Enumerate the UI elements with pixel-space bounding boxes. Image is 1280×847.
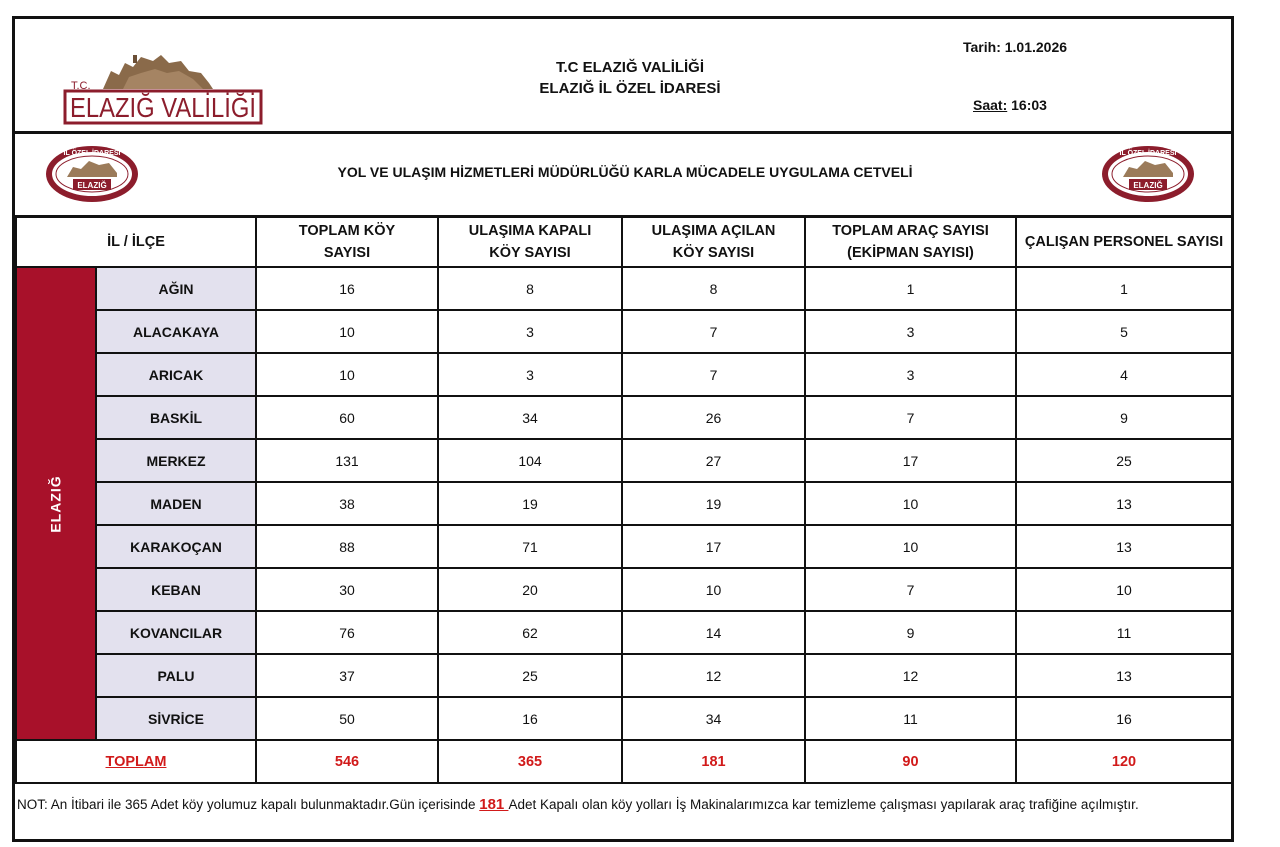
table-row (16, 654, 1232, 697)
table-row (16, 267, 1232, 310)
svg-text:ELAZIĞ: ELAZIĞ (77, 181, 107, 190)
report-frame (12, 16, 1234, 842)
note-text-1: NOT: An İtibari ile 365 Adet köy yolumuz kapalı bulunmaktadır.Gün içerisinde (17, 797, 480, 812)
cell-total: 37 (256, 654, 438, 697)
cell-opened: 14 (622, 611, 805, 654)
cell-closed: 20 (438, 568, 622, 611)
table-row (16, 611, 1232, 654)
col-header-opened-villages: ULAŞIMA AÇILAN KÖY SAYISI (622, 216, 805, 267)
total-vehicles: 90 (805, 740, 1016, 783)
cell-total: 10 (256, 353, 438, 396)
cell-closed: 34 (438, 396, 622, 439)
svg-text:T.C.: T.C. (71, 80, 91, 92)
note-highlight-count: 181 (479, 796, 509, 813)
note-text-2: Adet Kapalı olan köy yolları İş Makinalarımızca kar temizleme çalışması yapılarak araç trafiğine açılmıştır. (508, 797, 1139, 812)
district-name: ALACAKAYA (96, 310, 256, 353)
cell-vehicles: 10 (805, 525, 1016, 568)
cell-staff: 25 (1016, 439, 1232, 482)
cell-opened: 12 (622, 654, 805, 697)
cell-closed: 19 (438, 482, 622, 525)
col-header-closed-villages: ULAŞIMA KAPALI KÖY SAYISI (438, 216, 622, 267)
time-value: 16:03 (1011, 97, 1047, 113)
report-note (17, 793, 1217, 816)
cell-closed: 104 (438, 439, 622, 482)
district-name: AĞIN (96, 267, 256, 310)
col-header-staff: ÇALIŞAN PERSONEL SAYISI (1016, 216, 1232, 267)
col-header-vehicles: TOPLAM ARAÇ SAYISI (EKİPMAN SAYISI) (805, 216, 1016, 267)
table-row (16, 439, 1232, 482)
cell-staff: 1 (1016, 267, 1232, 310)
table-row (16, 353, 1232, 396)
district-name: KARAKOÇAN (96, 525, 256, 568)
cell-total: 38 (256, 482, 438, 525)
cell-total: 76 (256, 611, 438, 654)
district-name: MERKEZ (96, 439, 256, 482)
col-header-total-villages: TOPLAM KÖY SAYISI (256, 216, 438, 267)
table-row (16, 568, 1232, 611)
svg-text:İL ÖZEL İDARESİ: İL ÖZEL İDARESİ (63, 150, 121, 157)
cell-staff: 16 (1016, 697, 1232, 740)
svg-text:ELAZIĞ: ELAZIĞ (1133, 181, 1163, 190)
district-name: MADEN (96, 482, 256, 525)
snow-fight-table (15, 215, 1233, 784)
cell-opened: 7 (622, 353, 805, 396)
cell-staff: 11 (1016, 611, 1232, 654)
cell-vehicles: 1 (805, 267, 1016, 310)
cell-closed: 3 (438, 310, 622, 353)
cell-opened: 17 (622, 525, 805, 568)
cell-opened: 10 (622, 568, 805, 611)
district-name: KEBAN (96, 568, 256, 611)
cell-vehicles: 3 (805, 353, 1016, 396)
district-name: SİVRİCE (96, 697, 256, 740)
cell-staff: 9 (1016, 396, 1232, 439)
table-row (16, 525, 1232, 568)
cell-staff: 13 (1016, 525, 1232, 568)
cell-vehicles: 9 (805, 611, 1016, 654)
total-staff: 120 (1016, 740, 1232, 783)
cell-vehicles: 17 (805, 439, 1016, 482)
institution-title (485, 57, 775, 99)
table-row (16, 482, 1232, 525)
totals-row (16, 740, 1232, 783)
cell-total: 10 (256, 310, 438, 353)
cell-vehicles: 12 (805, 654, 1016, 697)
cell-staff: 5 (1016, 310, 1232, 353)
cell-closed: 62 (438, 611, 622, 654)
time-field (973, 97, 1047, 113)
report-title: YOL VE ULAŞIM HİZMETLERİ MÜDÜRLÜĞÜ KARLA MÜCADELE UYGULAMA CETVELİ (337, 164, 913, 180)
district-name: PALU (96, 654, 256, 697)
cell-staff: 10 (1016, 568, 1232, 611)
cell-total: 16 (256, 267, 438, 310)
report-subheader (15, 134, 1231, 218)
cell-opened: 19 (622, 482, 805, 525)
cell-staff: 4 (1016, 353, 1232, 396)
cell-staff: 13 (1016, 482, 1232, 525)
cell-opened: 27 (622, 439, 805, 482)
table-row (16, 697, 1232, 740)
time-label: Saat: (973, 97, 1008, 113)
svg-text:ELAZIĞ VALİLİĞİ: ELAZIĞ VALİLİĞİ (70, 92, 256, 123)
cell-closed: 71 (438, 525, 622, 568)
district-name: BASKİL (96, 396, 256, 439)
cell-total: 60 (256, 396, 438, 439)
cell-closed: 25 (438, 654, 622, 697)
total-opened: 181 (622, 740, 805, 783)
cell-opened: 8 (622, 267, 805, 310)
cell-staff: 13 (1016, 654, 1232, 697)
total-total: 546 (256, 740, 438, 783)
il-ozel-idaresi-seal-left (43, 143, 141, 205)
elazig-valiligi-logo (63, 49, 263, 125)
cell-vehicles: 7 (805, 568, 1016, 611)
totals-label: TOPLAM (16, 740, 256, 783)
district-name: KOVANCILAR (96, 611, 256, 654)
table-header-row (16, 216, 1232, 267)
cell-total: 50 (256, 697, 438, 740)
title-line-1: T.C ELAZIĞ VALİLİĞİ (555, 59, 705, 76)
cell-total: 30 (256, 568, 438, 611)
table-row (16, 310, 1232, 353)
svg-text:İL ÖZEL İDARESİ: İL ÖZEL İDARESİ (1119, 150, 1177, 157)
cell-total: 131 (256, 439, 438, 482)
cell-opened: 26 (622, 396, 805, 439)
il-ozel-idaresi-seal-right (1099, 143, 1197, 205)
cell-vehicles: 7 (805, 396, 1016, 439)
date-field (963, 39, 1067, 55)
cell-closed: 8 (438, 267, 622, 310)
col-header-district: İL / İLÇE (16, 216, 256, 267)
total-closed: 365 (438, 740, 622, 783)
table-row (16, 396, 1232, 439)
cell-closed: 16 (438, 697, 622, 740)
title-line-2: ELAZIĞ İL ÖZEL İDARESİ (539, 80, 721, 97)
report-header (15, 19, 1231, 134)
cell-vehicles: 10 (805, 482, 1016, 525)
cell-opened: 7 (622, 310, 805, 353)
cell-vehicles: 3 (805, 310, 1016, 353)
date-value: 1.01.2026 (1004, 39, 1068, 55)
cell-closed: 3 (438, 353, 622, 396)
province-label: ELAZIĞ (16, 267, 96, 740)
cell-total: 88 (256, 525, 438, 568)
district-name: ARICAK (96, 353, 256, 396)
cell-opened: 34 (622, 697, 805, 740)
cell-vehicles: 11 (805, 697, 1016, 740)
date-label: Tarih: (963, 39, 1001, 55)
